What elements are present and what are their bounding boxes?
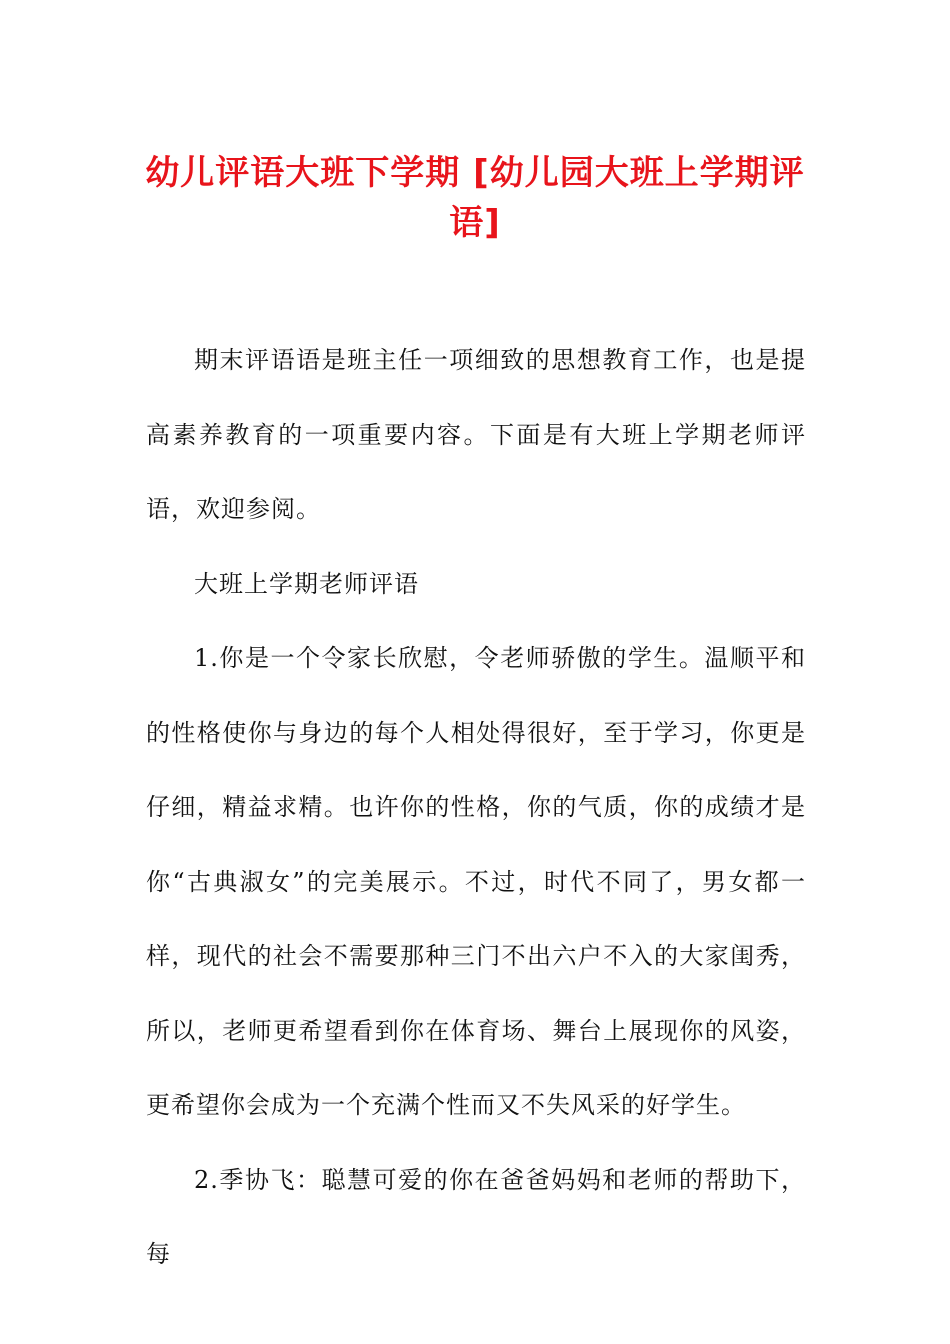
comment-paragraph-2: 2.季协飞：聪慧可爱的你在爸爸妈妈和老师的帮助下，每 (146, 1165, 806, 1268)
intro-paragraph: 期末评语语是班主任一项细致的思想教育工作，也是提高素养教育的一项重要内容。下面是有大班上学期老师评语，欢迎参阅。 (146, 346, 806, 523)
comment-paragraph-1: 1.你是一个令家长欣慰，令老师骄傲的学生。温顺平和的性格使你与身边的每个人相处得很好，至于学习，你更是仔细，精益求精。也许你的性格，你的气质，你的成绩才是你“古典淑女”的完美展示。不过，时代不同了，男女都一样，现代的社会不需要那种三门不出六户不入的大家闺秀，所以，老师更希望看到你在体育场、舞台上展现你的风姿，更希望你会成为一个充满个性而又不失风采的好学生。 (146, 644, 806, 1119)
document-body (146, 323, 806, 1292)
document-title: 幼儿评语大班下学期 [幼儿园大班上学期评语] (145, 153, 805, 243)
section-heading: 大班上学期老师评语 (194, 569, 419, 598)
